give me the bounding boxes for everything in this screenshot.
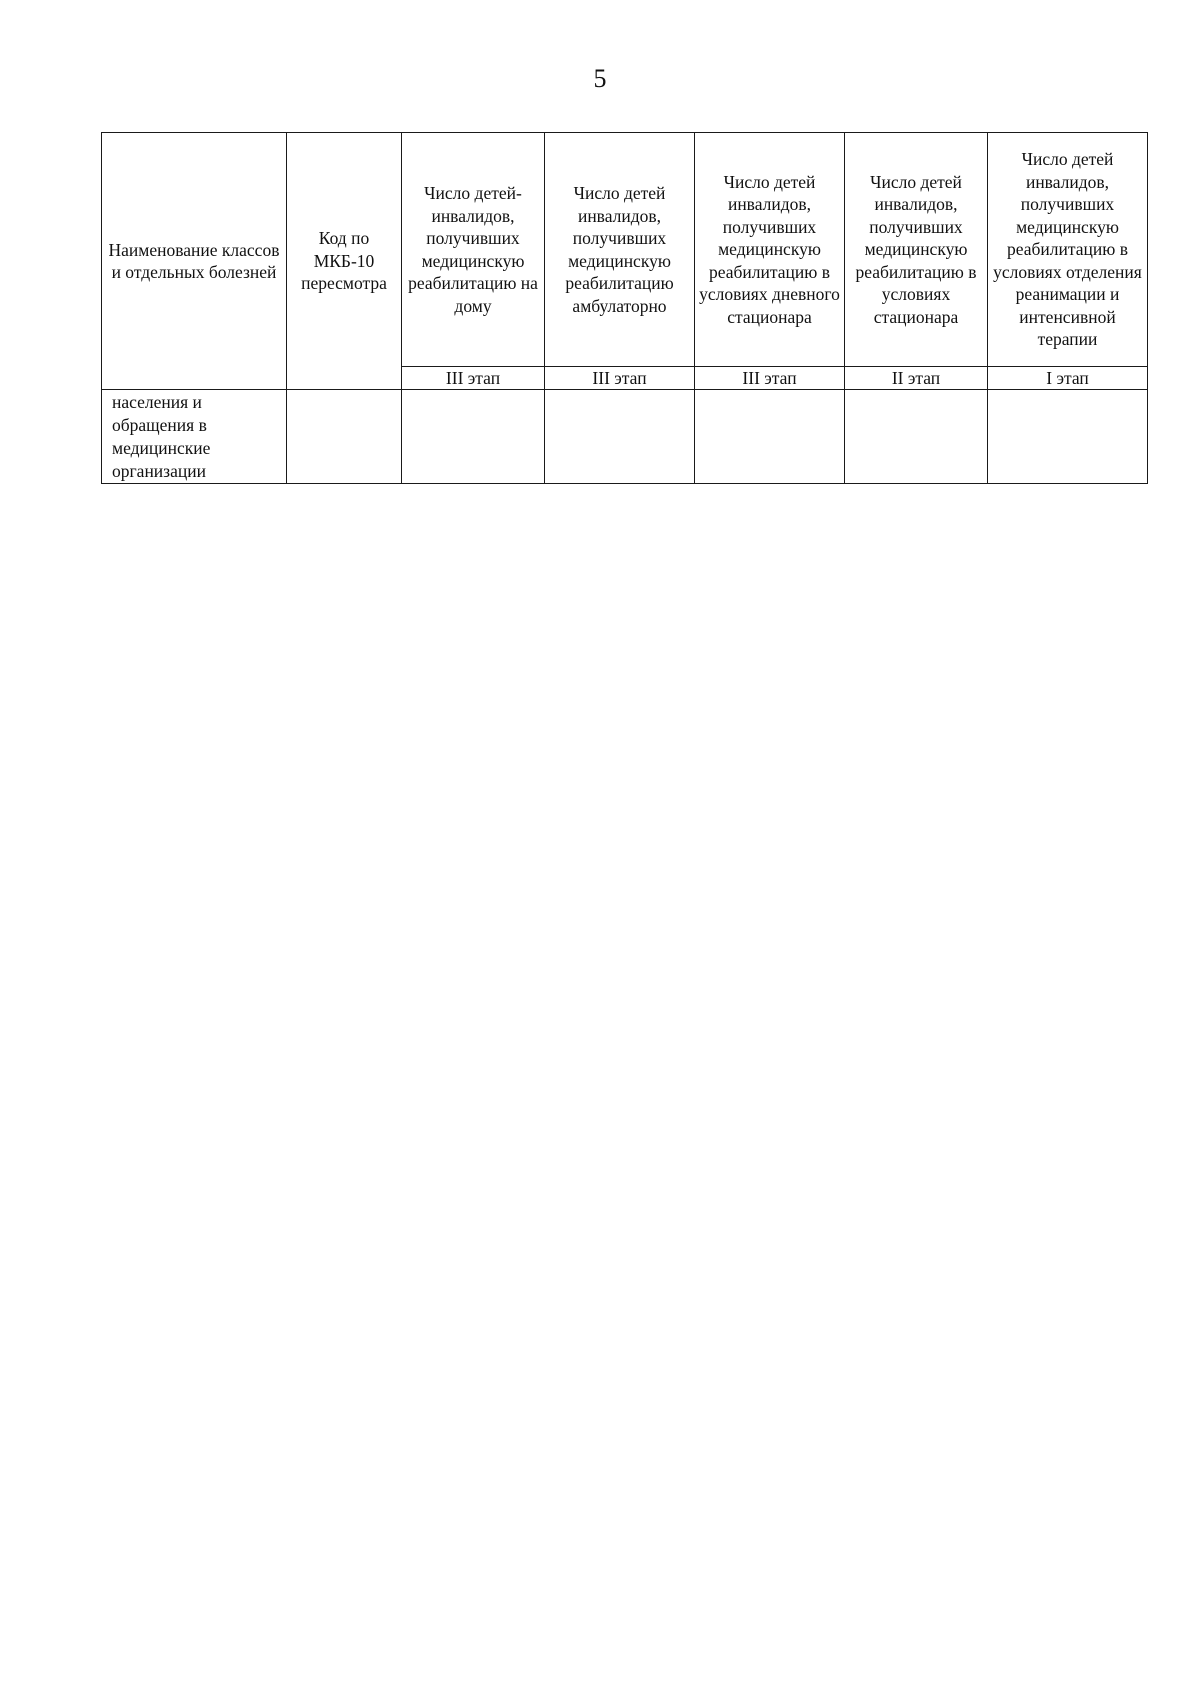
row-home-cell	[402, 390, 545, 484]
header-code: Код по МКБ-10 пересмотра	[287, 133, 402, 390]
header-name: Наименование классов и отдельных болезней	[102, 133, 287, 390]
row-icu-cell	[988, 390, 1148, 484]
stage-day-hospital: III этап	[695, 367, 845, 390]
header-hospital: Число детей инвалидов, получивших медицинскую реабилитацию в условиях стационара	[845, 133, 988, 367]
row-day-hospital-cell	[695, 390, 845, 484]
stage-icu: I этап	[988, 367, 1148, 390]
stage-hospital: II этап	[845, 367, 988, 390]
row-name-cell: населения и обращения в медицинские организации	[102, 390, 287, 484]
stage-home: III этап	[402, 367, 545, 390]
row-code-cell	[287, 390, 402, 484]
row-outpatient-cell	[545, 390, 695, 484]
header-outpatient: Число детей инвалидов, получивших медицинскую реабилитацию амбулаторно	[545, 133, 695, 367]
header-home: Число детей-инвалидов, получивших медицинскую реабилитацию на дому	[402, 133, 545, 367]
rehabilitation-table	[101, 132, 1148, 484]
row-hospital-cell	[845, 390, 988, 484]
table-row	[102, 390, 1148, 484]
table-header-row	[102, 133, 1148, 367]
page-number: 5	[593, 64, 607, 93]
stage-outpatient: III этап	[545, 367, 695, 390]
header-icu: Число детей инвалидов, получивших медицинскую реабилитацию в условиях отделения реанимации и интенсивной терапии	[988, 133, 1148, 367]
header-day-hospital: Число детей инвалидов, получивших медицинскую реабилитацию в условиях дневного стационара	[695, 133, 845, 367]
